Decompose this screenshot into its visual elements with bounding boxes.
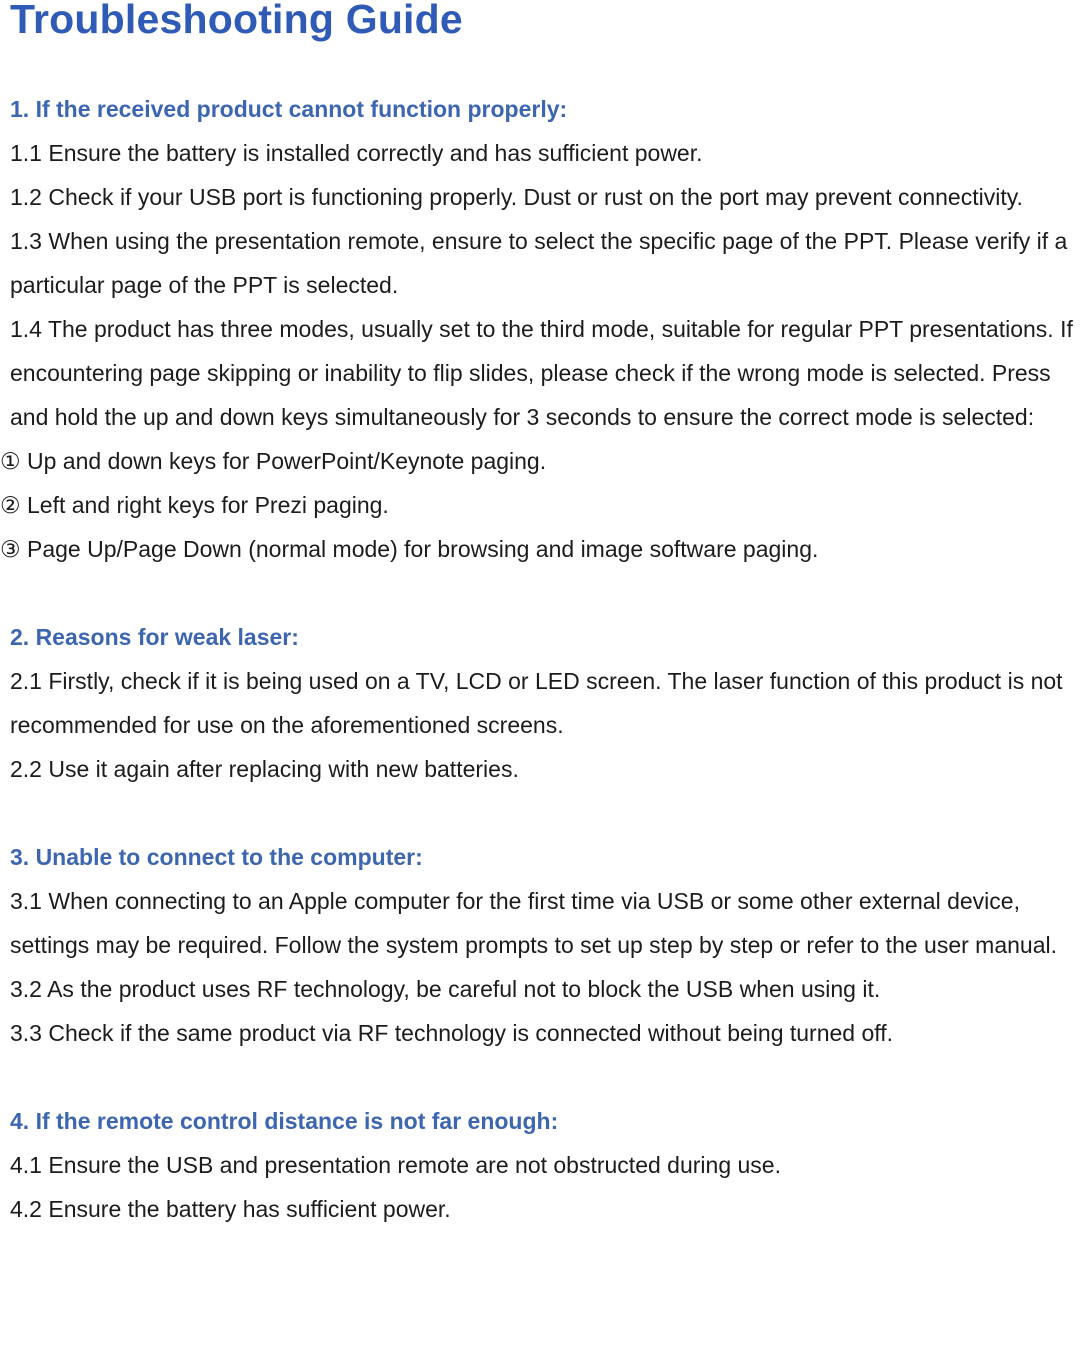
list-item: 4.1 Ensure the USB and presentation remote are not obstructed during use. (10, 1152, 781, 1178)
list-item: 3.1 When connecting to an Apple computer for the first time via USB or some other external device, settings may be required. Follow the system prompts to set up step by step or refer to the user manual. (10, 888, 1057, 958)
list-item: 1.3 When using the presentation remote, ensure to select the specific page of the PPT. Please verify if a particular page of the PPT is selected. (10, 228, 1068, 298)
section-2 (10, 615, 1078, 791)
mode-item: ① Up and down keys for PowerPoint/Keynote paging. (0, 448, 547, 474)
page-title: Troubleshooting Guide (10, 0, 463, 42)
list-item: 4.2 Ensure the battery has sufficient power. (10, 1196, 451, 1222)
section-4 (10, 1099, 1078, 1231)
list-item: 1.1 Ensure the battery is installed correctly and has sufficient power. (10, 140, 703, 166)
section-3 (10, 835, 1078, 1055)
section-heading: 2. Reasons for weak laser: (10, 624, 299, 650)
section-heading: 4. If the remote control distance is not far enough: (10, 1108, 559, 1134)
list-item: 2.2 Use it again after replacing with new batteries. (10, 756, 519, 782)
mode-item: ③ Page Up/Page Down (normal mode) for browsing and image software paging. (0, 536, 819, 562)
section-heading: 3. Unable to connect to the computer: (10, 844, 423, 870)
list-item: 1.2 Check if your USB port is functioning properly. Dust or rust on the port may prevent connectivity. (10, 184, 1023, 210)
list-item: 2.1 Firstly, check if it is being used on a TV, LCD or LED screen. The laser function of this product is not recommended for use on the aforementioned screens. (10, 668, 1063, 738)
list-item: 3.2 As the product uses RF technology, be careful not to block the USB when using it. (10, 976, 881, 1002)
section-1 (0, 87, 1078, 571)
list-item: 1.4 The product has three modes, usually set to the third mode, suitable for regular PPT presentations. If encountering page skipping or inability to flip slides, please check if the wrong mode is selected. Press and hold the up and down keys simultaneously for 3 seconds to ensure the correct mode is selected: (10, 316, 1073, 430)
mode-item: ② Left and right keys for Prezi paging. (0, 492, 389, 518)
section-heading: 1. If the received product cannot function properly: (10, 96, 568, 122)
list-item: 3.3 Check if the same product via RF technology is connected without being turned off. (10, 1020, 894, 1046)
